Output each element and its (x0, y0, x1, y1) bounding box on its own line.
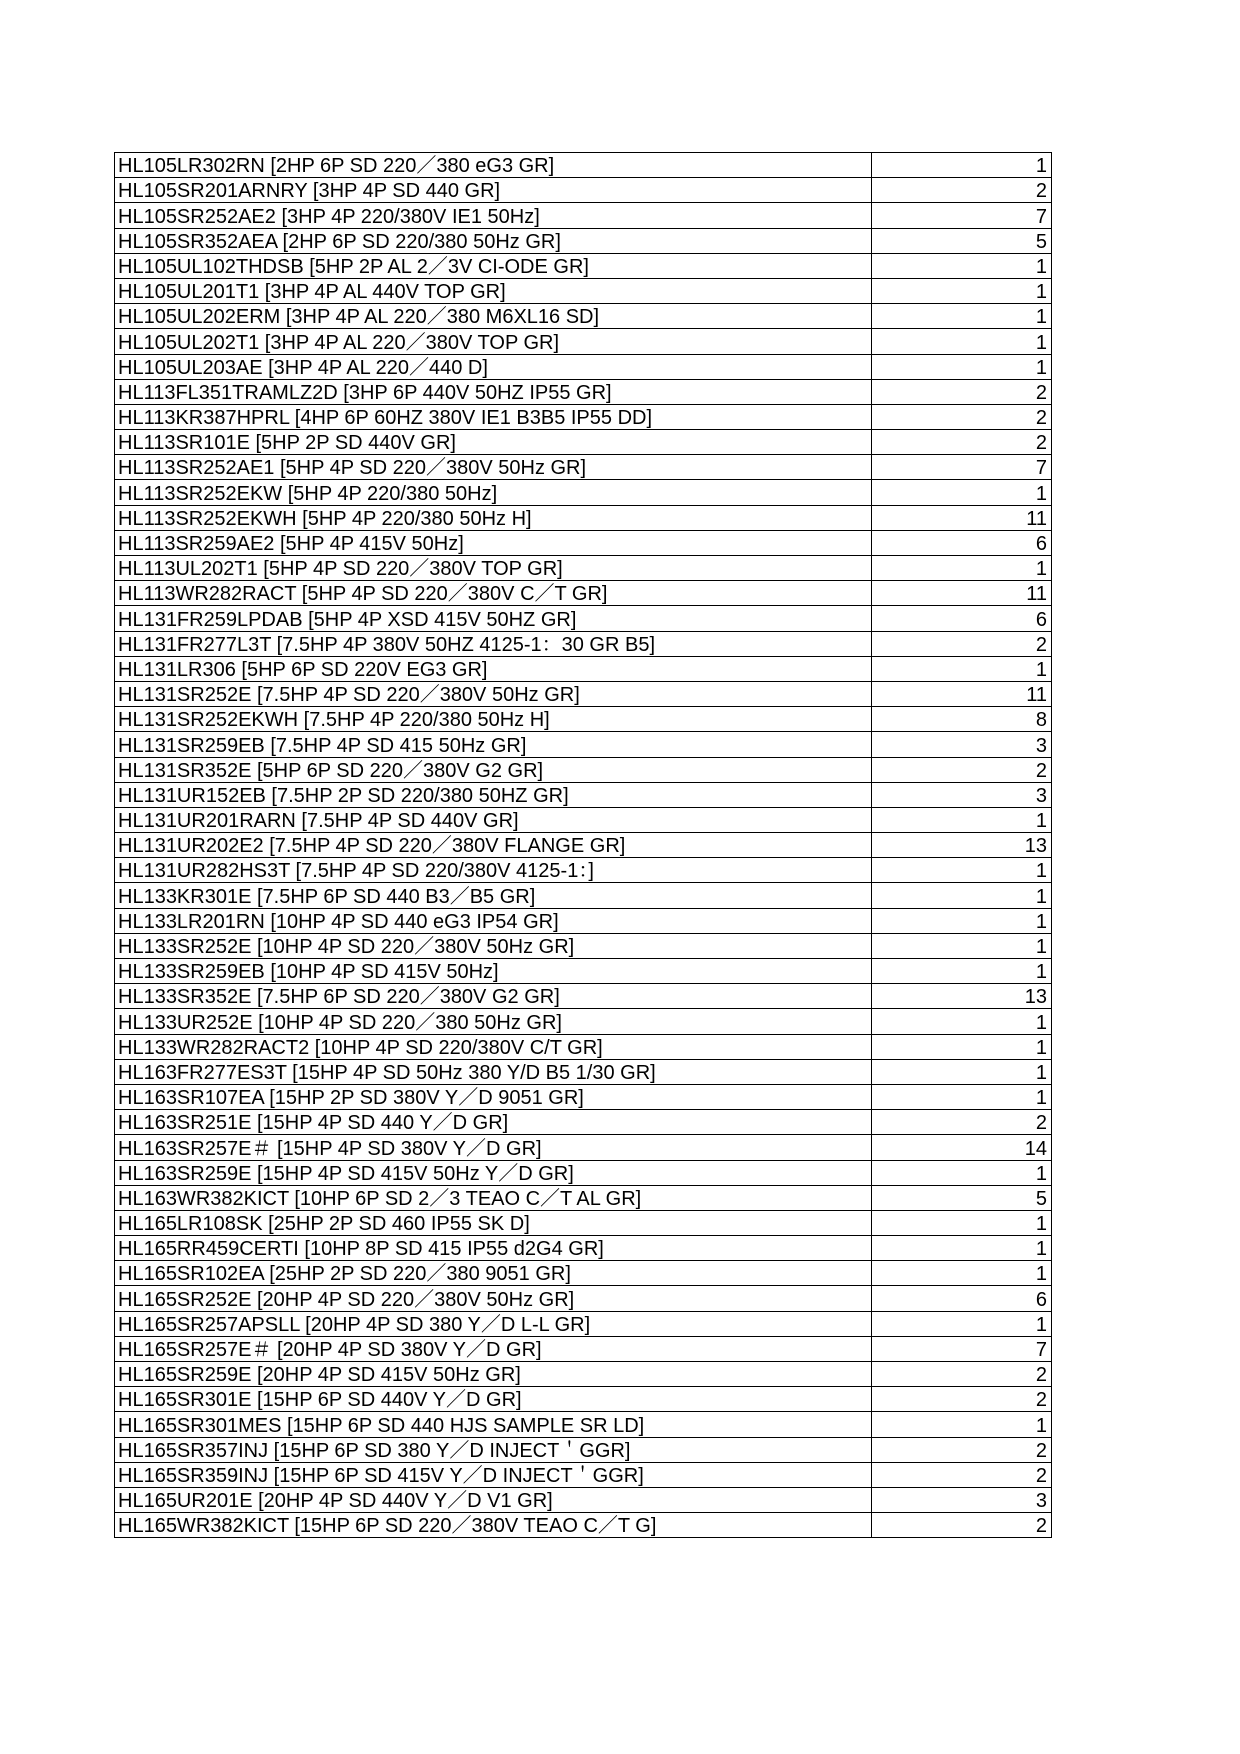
item-description-cell: HL113WR282RACT [5HP 4P SD 220／380V C／T GR] (115, 581, 872, 606)
table-row (115, 1462, 1052, 1487)
item-description-cell: HL165SR357INJ [15HP 6P SD 380 Y／D INJECT＇GGR] (115, 1437, 872, 1462)
table-row (115, 556, 1052, 581)
item-description-cell: HL113SR101E [5HP 2P SD 440V GR] (115, 430, 872, 455)
item-description-cell: HL105UL102THDSB [5HP 2P AL 2／3V CI-ODE GR] (115, 253, 872, 278)
table-row (115, 379, 1052, 404)
table-row (115, 1110, 1052, 1135)
quantity-cell: 13 (872, 984, 1052, 1009)
item-description-cell: HL165LR108SK [25HP 2P SD 460 IP55 SK D] (115, 1210, 872, 1235)
table-row (115, 1362, 1052, 1387)
table-row (115, 1034, 1052, 1059)
table-row (115, 1135, 1052, 1160)
item-description-cell: HL105LR302RN [2HP 6P SD 220／380 eG3 GR] (115, 153, 872, 178)
table-row (115, 505, 1052, 530)
table-row (115, 430, 1052, 455)
quantity-cell: 1 (872, 1160, 1052, 1185)
quantity-cell: 1 (872, 1084, 1052, 1109)
item-description-cell: HL133SR259EB [10HP 4P SD 415V 50Hz] (115, 959, 872, 984)
item-description-cell: HL105UL202ERM [3HP 4P AL 220／380 M6XL16 SD] (115, 304, 872, 329)
item-description-cell: HL133WR282RACT2 [10HP 4P SD 220/380V C/T GR] (115, 1034, 872, 1059)
table-row (115, 757, 1052, 782)
quantity-cell: 6 (872, 1286, 1052, 1311)
quantity-cell: 1 (872, 480, 1052, 505)
item-description-cell: HL105UL201T1 [3HP 4P AL 440V TOP GR] (115, 278, 872, 303)
quantity-cell: 1 (872, 933, 1052, 958)
item-description-cell: HL131UR202E2 [7.5HP 4P SD 220／380V FLANGE GR] (115, 833, 872, 858)
quantity-cell: 1 (872, 908, 1052, 933)
item-description-cell: HL113FL351TRAMLZ2D [3HP 6P 440V 50HZ IP55 GR] (115, 379, 872, 404)
quantity-cell: 7 (872, 203, 1052, 228)
table-row (115, 1412, 1052, 1437)
table-row (115, 656, 1052, 681)
item-description-cell: HL133UR252E [10HP 4P SD 220／380 50Hz GR] (115, 1009, 872, 1034)
table-row (115, 304, 1052, 329)
quantity-cell: 1 (872, 329, 1052, 354)
item-description-cell: HL165SR301E [15HP 6P SD 440V Y／D GR] (115, 1387, 872, 1412)
item-description-cell: HL133SR252E [10HP 4P SD 220／380V 50Hz GR] (115, 933, 872, 958)
item-description-cell: HL133KR301E [7.5HP 6P SD 440 B3／B5 GR] (115, 883, 872, 908)
quantity-cell: 2 (872, 1437, 1052, 1462)
quantity-cell: 2 (872, 404, 1052, 429)
table-row (115, 480, 1052, 505)
quantity-cell: 1 (872, 354, 1052, 379)
table-row (115, 404, 1052, 429)
quantity-cell: 8 (872, 707, 1052, 732)
quantity-cell: 14 (872, 1135, 1052, 1160)
item-description-cell: HL131UR201RARN [7.5HP 4P SD 440V GR] (115, 807, 872, 832)
quantity-cell: 7 (872, 1336, 1052, 1361)
quantity-cell: 13 (872, 833, 1052, 858)
table-row (115, 1513, 1052, 1538)
item-description-cell: HL131SR259EB [7.5HP 4P SD 415 50Hz GR] (115, 732, 872, 757)
quantity-cell: 1 (872, 1034, 1052, 1059)
quantity-cell: 6 (872, 606, 1052, 631)
table-row (115, 1210, 1052, 1235)
item-description-cell: HL165SR257E＃ [20HP 4P SD 380V Y／D GR] (115, 1336, 872, 1361)
table-row (115, 707, 1052, 732)
item-description-cell: HL113SR252EKW [5HP 4P 220/380 50Hz] (115, 480, 872, 505)
quantity-cell: 5 (872, 1185, 1052, 1210)
quantity-cell: 2 (872, 430, 1052, 455)
quantity-cell: 1 (872, 1009, 1052, 1034)
table-row (115, 1261, 1052, 1286)
table-row (115, 732, 1052, 757)
quantity-cell: 1 (872, 959, 1052, 984)
quantity-cell: 1 (872, 858, 1052, 883)
table-row (115, 178, 1052, 203)
item-description-cell: HL163SR251E [15HP 4P SD 440 Y／D GR] (115, 1110, 872, 1135)
item-description-cell: HL105SR252AE2 [3HP 4P 220/380V IE1 50Hz] (115, 203, 872, 228)
quantity-cell: 7 (872, 455, 1052, 480)
table-row (115, 807, 1052, 832)
table-row (115, 858, 1052, 883)
quantity-cell: 1 (872, 1236, 1052, 1261)
item-description-cell: HL113SR259AE2 [5HP 4P 415V 50Hz] (115, 530, 872, 555)
item-description-cell: HL131SR352E [5HP 6P SD 220／380V G2 GR] (115, 757, 872, 782)
item-description-cell: HL165SR252E [20HP 4P SD 220／380V 50Hz GR] (115, 1286, 872, 1311)
quantity-cell: 3 (872, 732, 1052, 757)
quantity-cell: 11 (872, 681, 1052, 706)
table-row (115, 1160, 1052, 1185)
table-row (115, 253, 1052, 278)
item-description-cell: HL133SR352E [7.5HP 6P SD 220／380V G2 GR] (115, 984, 872, 1009)
table-row (115, 1387, 1052, 1412)
table-row (115, 153, 1052, 178)
table-row (115, 329, 1052, 354)
item-description-cell: HL131UR282HS3T [7.5HP 4P SD 220/380V 4125-1：] (115, 858, 872, 883)
item-description-cell: HL131SR252EKWH [7.5HP 4P 220/380 50Hz H] (115, 707, 872, 732)
table-row (115, 1487, 1052, 1512)
quantity-cell: 3 (872, 1487, 1052, 1512)
table-row (115, 581, 1052, 606)
table-row (115, 1437, 1052, 1462)
quantity-cell: 1 (872, 656, 1052, 681)
table-row (115, 228, 1052, 253)
quantity-cell: 11 (872, 505, 1052, 530)
item-description-cell: HL163SR107EA [15HP 2P SD 380V Y／D 9051 GR] (115, 1084, 872, 1109)
quantity-cell: 1 (872, 278, 1052, 303)
item-description-cell: HL163SR257E＃ [15HP 4P SD 380V Y／D GR] (115, 1135, 872, 1160)
table-row (115, 606, 1052, 631)
quantity-cell: 2 (872, 379, 1052, 404)
table-row (115, 933, 1052, 958)
item-description-cell: HL133LR201RN [10HP 4P SD 440 eG3 IP54 GR] (115, 908, 872, 933)
item-description-cell: HL131SR252E [7.5HP 4P SD 220／380V 50Hz GR] (115, 681, 872, 706)
item-description-cell: HL165UR201E [20HP 4P SD 440V Y／D V1 GR] (115, 1487, 872, 1512)
quantity-cell: 2 (872, 631, 1052, 656)
quantity-cell: 1 (872, 253, 1052, 278)
table-row (115, 959, 1052, 984)
quantity-cell: 1 (872, 153, 1052, 178)
item-description-cell: HL163FR277ES3T [15HP 4P SD 50Hz 380 Y/D B5 1/30 GR] (115, 1059, 872, 1084)
table-row (115, 455, 1052, 480)
table-row (115, 984, 1052, 1009)
quantity-cell: 1 (872, 883, 1052, 908)
table-row (115, 681, 1052, 706)
table-row (115, 1336, 1052, 1361)
item-description-cell: HL165SR257APSLL [20HP 4P SD 380 Y／D L-L GR] (115, 1311, 872, 1336)
table-row (115, 1185, 1052, 1210)
table-row (115, 1009, 1052, 1034)
table-row (115, 833, 1052, 858)
item-description-cell: HL131LR306 [5HP 6P SD 220V EG3 GR] (115, 656, 872, 681)
item-description-cell: HL113KR387HPRL [4HP 6P 60HZ 380V IE1 B3B5 IP55 DD] (115, 404, 872, 429)
item-description-cell: HL165WR382KICT [15HP 6P SD 220／380V TEAO C／T G] (115, 1513, 872, 1538)
quantity-cell: 6 (872, 530, 1052, 555)
table-row (115, 1311, 1052, 1336)
quantity-cell: 1 (872, 1311, 1052, 1336)
table-row (115, 1236, 1052, 1261)
quantity-cell: 1 (872, 1261, 1052, 1286)
quantity-cell: 2 (872, 178, 1052, 203)
item-description-cell: HL105SR352AEA [2HP 6P SD 220/380 50Hz GR] (115, 228, 872, 253)
quantity-cell: 2 (872, 1387, 1052, 1412)
item-description-cell: HL113SR252AE1 [5HP 4P SD 220／380V 50Hz GR] (115, 455, 872, 480)
item-description-cell: HL131FR259LPDAB [5HP 4P XSD 415V 50HZ GR] (115, 606, 872, 631)
table-row (115, 278, 1052, 303)
table-row (115, 203, 1052, 228)
quantity-cell: 2 (872, 1362, 1052, 1387)
table-row (115, 354, 1052, 379)
quantity-cell: 1 (872, 1412, 1052, 1437)
item-description-cell: HL165SR301MES [15HP 6P SD 440 HJS SAMPLE SR LD] (115, 1412, 872, 1437)
item-description-cell: HL165SR259E [20HP 4P SD 415V 50Hz GR] (115, 1362, 872, 1387)
quantity-cell: 1 (872, 556, 1052, 581)
item-description-cell: HL113SR252EKWH [5HP 4P 220/380 50Hz H] (115, 505, 872, 530)
table-row (115, 1059, 1052, 1084)
quantity-cell: 1 (872, 1210, 1052, 1235)
item-description-cell: HL131FR277L3T [7.5HP 4P 380V 50HZ 4125-1：30 GR B5] (115, 631, 872, 656)
table-row (115, 1084, 1052, 1109)
item-description-cell: HL165SR359INJ [15HP 6P SD 415V Y／D INJECT＇GGR] (115, 1462, 872, 1487)
item-description-cell: HL163WR382KICT [10HP 6P SD 2／3 TEAO C／T AL GR] (115, 1185, 872, 1210)
quantity-cell: 1 (872, 304, 1052, 329)
item-description-cell: HL113UL202T1 [5HP 4P SD 220／380V TOP GR] (115, 556, 872, 581)
quantity-cell: 1 (872, 807, 1052, 832)
quantity-cell: 2 (872, 757, 1052, 782)
quantity-cell: 2 (872, 1110, 1052, 1135)
table-row (115, 530, 1052, 555)
quantity-cell: 11 (872, 581, 1052, 606)
item-description-cell: HL165RR459CERTI [10HP 8P SD 415 IP55 d2G4 GR] (115, 1236, 872, 1261)
table-row (115, 782, 1052, 807)
item-description-cell: HL105UL202T1 [3HP 4P AL 220／380V TOP GR] (115, 329, 872, 354)
inventory-table-body (115, 153, 1052, 1538)
quantity-cell: 3 (872, 782, 1052, 807)
quantity-cell: 5 (872, 228, 1052, 253)
item-description-cell: HL105SR201ARNRY [3HP 4P SD 440 GR] (115, 178, 872, 203)
item-description-cell: HL131UR152EB [7.5HP 2P SD 220/380 50HZ GR] (115, 782, 872, 807)
quantity-cell: 1 (872, 1059, 1052, 1084)
table-row (115, 631, 1052, 656)
item-description-cell: HL165SR102EA [25HP 2P SD 220／380 9051 GR] (115, 1261, 872, 1286)
inventory-table (114, 152, 1052, 1538)
table-row (115, 1286, 1052, 1311)
quantity-cell: 2 (872, 1462, 1052, 1487)
item-description-cell: HL105UL203AE [3HP 4P AL 220／440 D] (115, 354, 872, 379)
table-row (115, 883, 1052, 908)
item-description-cell: HL163SR259E [15HP 4P SD 415V 50Hz Y／D GR] (115, 1160, 872, 1185)
quantity-cell: 2 (872, 1513, 1052, 1538)
table-row (115, 908, 1052, 933)
